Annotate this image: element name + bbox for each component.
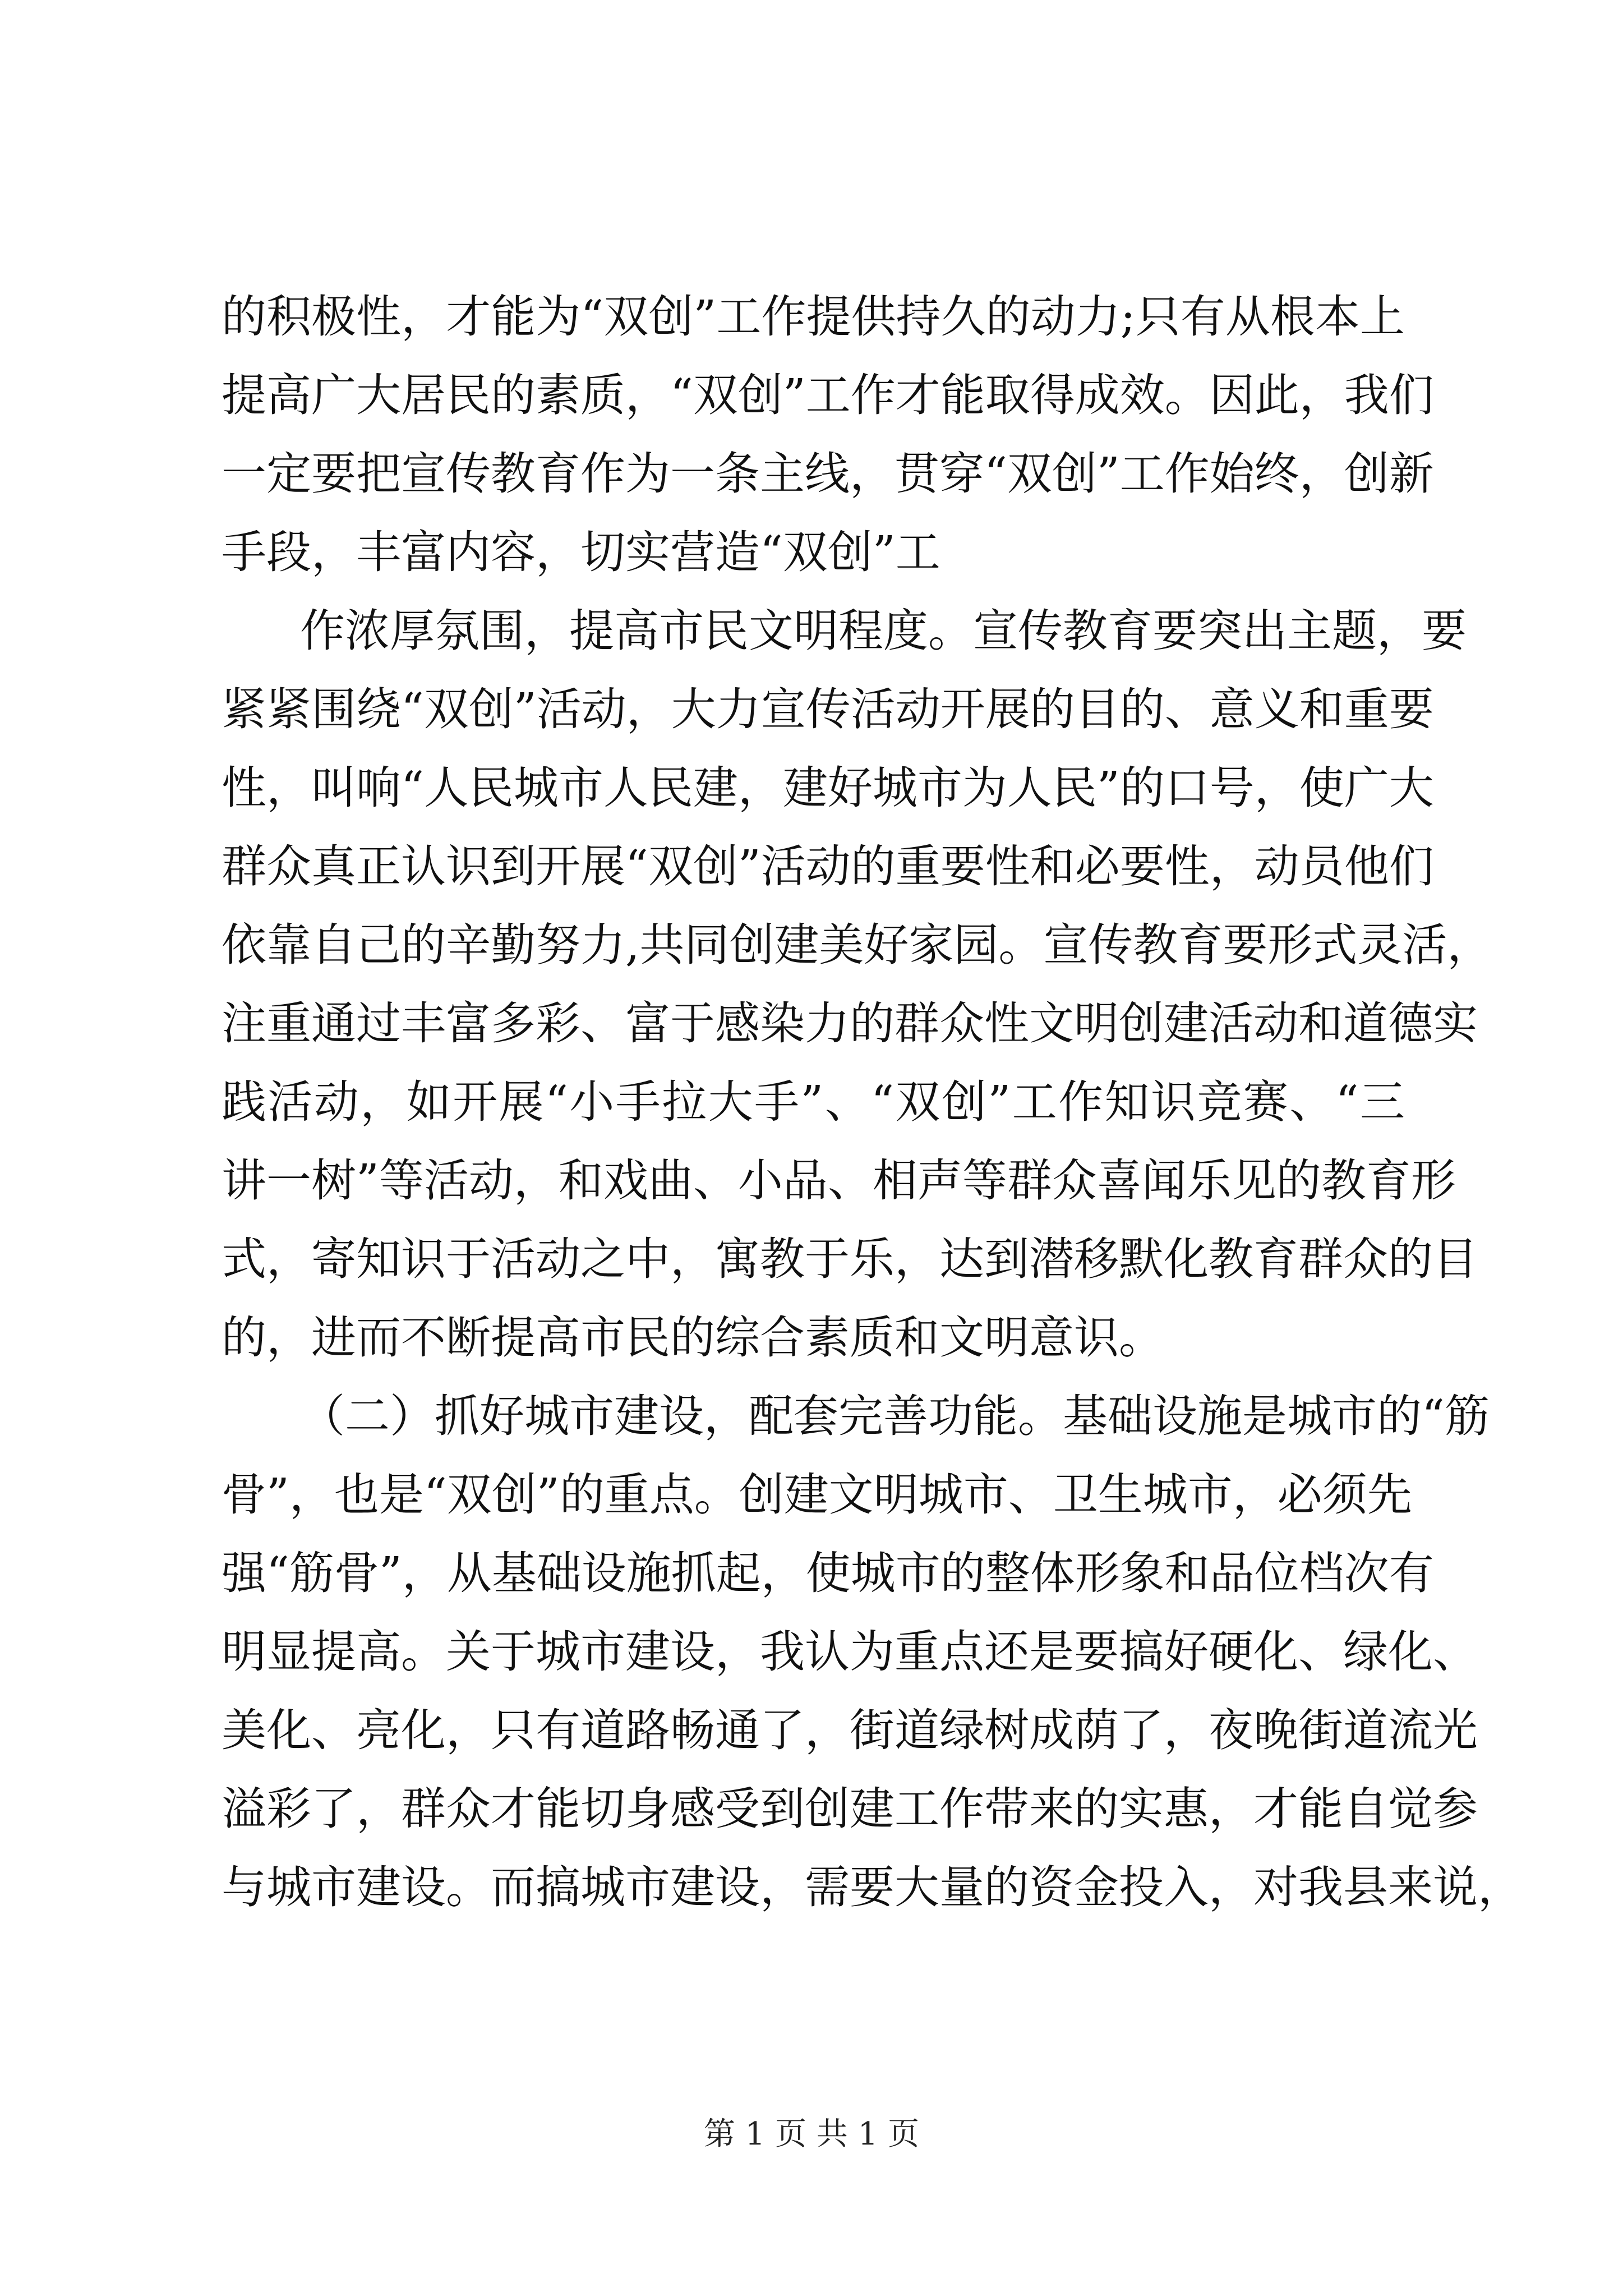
text-line: 注重通过丰富多彩、富于感染力的群众性文明创建活动和道德实 — [222, 997, 1478, 1050]
paragraph-first-line: 作浓厚氛围，提高市民文明程度。宣传教育要突出主题，要 — [300, 605, 1467, 657]
text-line: 群众真正认识到开展“双创”活动的重要性和必要性，动员他们 — [222, 840, 1434, 892]
text-line: 讲一树”等活动，和戏曲、小品、相声等群众喜闻乐见的教育形 — [222, 1154, 1456, 1207]
text-line: 美化、亮化，只有道路畅通了，街道绿树成荫了，夜晚街道流光 — [222, 1704, 1478, 1756]
section-heading-line: （二）抓好城市建设，配套完善功能。基础设施是城市的“筋 — [300, 1390, 1490, 1442]
text-line: 与城市建设。而搞城市建设，需要大量的资金投入，对我县来说， — [222, 1861, 1523, 1913]
text-line: 紧紧围绕“双创”活动，大力宣传活动开展的目的、意义和重要 — [222, 683, 1434, 735]
text-line: 提高广大居民的素质，“双创”工作才能取得成效。因此，我们 — [222, 369, 1434, 421]
text-line: 明显提高。关于城市建设，我认为重点还是要搞好硬化、绿化、 — [222, 1626, 1478, 1678]
text-line: 性，叫响“人民城市人民建，建好城市为人民”的口号，使广大 — [222, 762, 1434, 814]
text-line: 式，寄知识于活动之中，寓教于乐，达到潜移默化教育群众的目 — [222, 1233, 1478, 1285]
text-line: 依靠自己的辛勤努力,共同创建美好家园。宣传教育要形式灵活， — [222, 919, 1492, 971]
text-line: 的，进而不断提高市民的综合素质和文明意识。 — [222, 1312, 1164, 1364]
text-line: 骨”，也是“双创”的重点。创建文明城市、卫生城市，必须先 — [222, 1469, 1412, 1521]
page-number-label: 第 1 页 共 1 页 — [703, 2116, 920, 2152]
text-line: 的积极性，才能为“双创”工作提供持久的动力;只有从根本上 — [222, 291, 1405, 343]
text-line: 溢彩了，群众才能切身感受到创建工作带来的实惠，才能自觉参 — [222, 1783, 1478, 1835]
text-line: 一定要把宣传教育作为一条主线，贯穿“双创”工作始终，创新 — [222, 448, 1434, 500]
text-line: 强“筋骨”，从基础设施抓起，使城市的整体形象和品位档次有 — [222, 1547, 1434, 1599]
text-line: 手段，丰富内容，切实营造“双创”工 — [222, 526, 940, 578]
page-footer — [0, 2109, 1623, 2160]
text-line: 践活动，如开展“小手拉大手”、“双创”工作知识竞赛、“三 — [222, 1076, 1405, 1128]
